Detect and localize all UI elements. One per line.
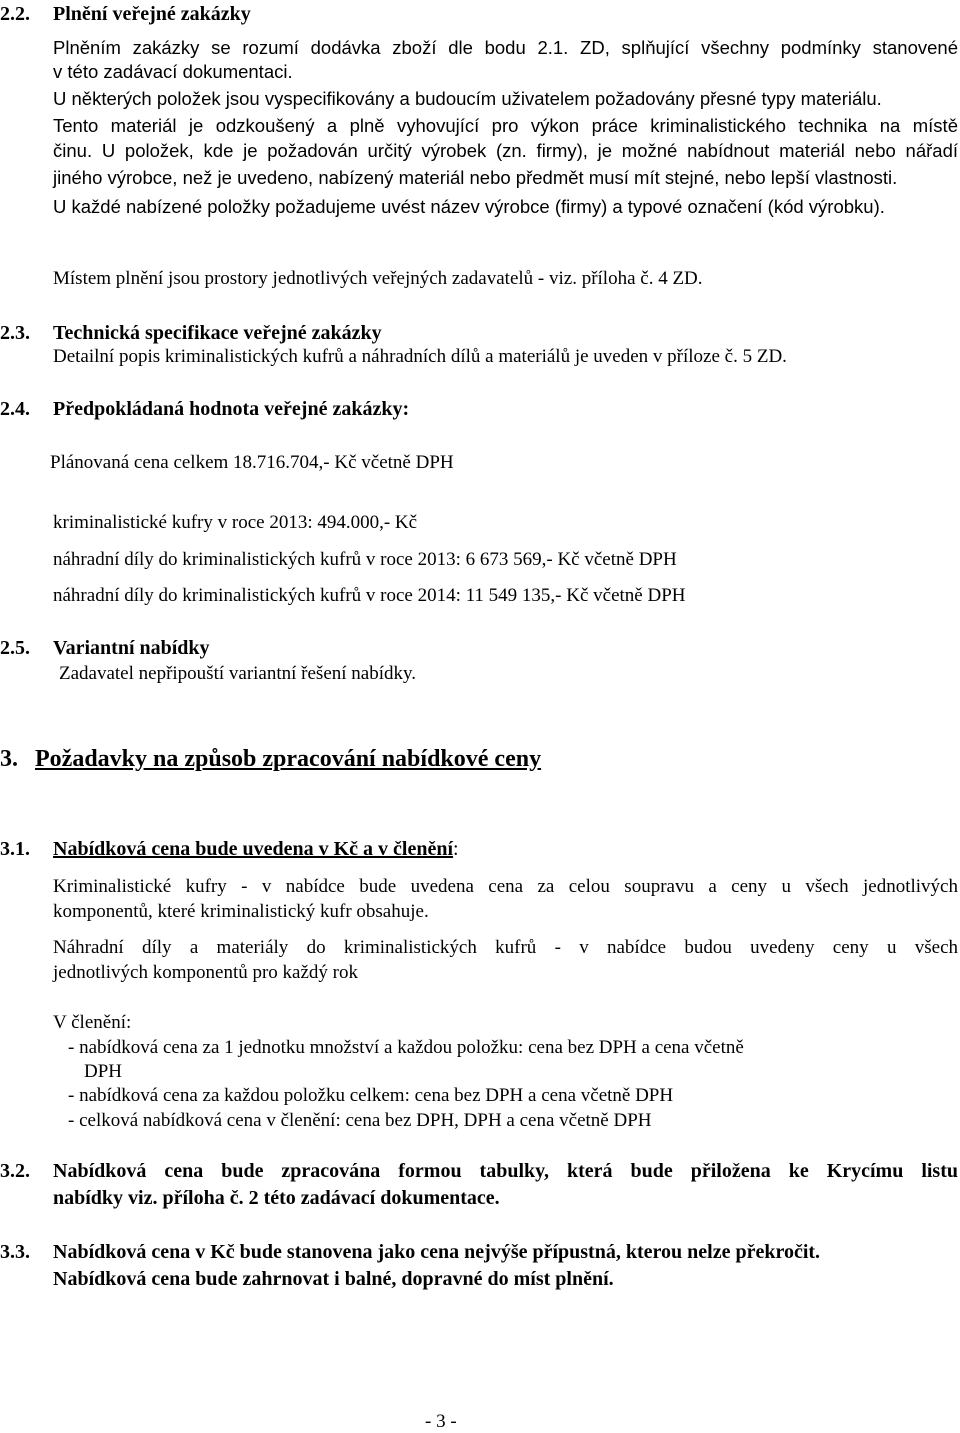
section-number: 2.2. — [0, 3, 30, 25]
section-text: Nabídková cena v Kč bude stanovena jako cena nejvýše přípustná, kterou nelze překročit. — [53, 1241, 821, 1263]
section-heading: Plnění veřejné zakázky — [53, 3, 251, 25]
section-heading: Variantní nabídky — [53, 637, 210, 659]
breakdown-label: V členění: — [53, 1012, 132, 1033]
paragraph-line: jednotlivých komponentů pro každý rok — [53, 962, 358, 983]
paragraph-line: U každé nabízené položky požadujeme uvést název výrobce (firmy) a typové označení (kód výrobku). — [53, 196, 885, 217]
paragraph-line: jiného výrobce, než je uvedeno, nabízený materiál nebo předmět musí mít stejné, nebo lepší vlastnosti. — [53, 167, 898, 188]
section-heading: Technická specifikace veřejné zakázky — [53, 322, 382, 344]
paragraph-line: Plněním zakázky se rozumí dodávka zboží dle bodu 2.1. ZD, splňující všechny podmínky stanovené — [53, 37, 958, 58]
section-heading: Předpokládaná hodnota veřejné zakázky: — [53, 398, 410, 420]
chapter-number: 3. — [0, 746, 18, 772]
paragraph-line: Místem plnění jsou prostory jednotlivých veřejných zadavatelů - viz. příloha č. 4 ZD. — [53, 268, 703, 289]
section-number: 2.3. — [0, 322, 30, 344]
breakdown-item: - nabídková cena za každou položku celkem: cena bez DPH a cena včetně DPH — [68, 1085, 674, 1106]
paragraph-line: Náhradní díly a materiály do kriminalistických kufrů - v nabídce budou uvedeny ceny u všech — [53, 937, 958, 958]
section-heading-text: Nabídková cena bude uvedena v Kč a v členění — [53, 838, 454, 860]
paragraph-line: Zadavatel nepřipouští variantní řešení nabídky. — [59, 663, 417, 684]
section-number: 3.1. — [0, 838, 30, 860]
section-number: 2.5. — [0, 637, 30, 659]
paragraph-line: komponentů, které kriminalistický kufr obsahuje. — [53, 901, 429, 922]
section-number: 2.4. — [0, 398, 30, 420]
price-item: kriminalistické kufry v roce 2013: 494.000,- Kč — [53, 512, 418, 533]
paragraph-line: Detailní popis kriminalistických kufrů a náhradních dílů a materiálů je uveden v příloze č. 5 ZD. — [53, 346, 787, 367]
section-text: Nabídková cena bude zpracována formou tabulky, která bude přiložena ke Krycímu listu — [53, 1160, 958, 1182]
planned-price: Plánovaná cena celkem 18.716.704,- Kč včetně DPH — [50, 452, 454, 473]
paragraph-line: Kriminalistické kufry - v nabídce bude uvedena cena za celou soupravu a ceny u všech jednotlivých — [53, 876, 958, 897]
breakdown-item: - nabídková cena za 1 jednotku množství a každou položku: cena bez DPH a cena včetně — [68, 1037, 744, 1058]
chapter-heading: Požadavky na způsob zpracování nabídkové ceny — [35, 746, 542, 772]
paragraph-line: činu. U položek, kde je požadován určitý výrobek (zn. firmy), je možné nabídnout materiál nebo nářadí — [53, 140, 958, 161]
page-number: - 3 - — [425, 1411, 457, 1432]
section-text: Nabídková cena bude zahrnovat i balné, dopravné do míst plnění. — [53, 1268, 614, 1290]
breakdown-item: - celková nabídková cena v členění: cena bez DPH, DPH a cena včetně DPH — [68, 1110, 652, 1131]
paragraph-line: U některých položek jsou vyspecifikovány a budoucím uživatelem požadovány přesné typy materiálu. — [53, 88, 882, 109]
section-number: 3.2. — [0, 1160, 30, 1182]
breakdown-item: DPH — [84, 1061, 123, 1082]
heading-colon: : — [453, 838, 459, 860]
price-item: náhradní díly do kriminalistických kufrů v roce 2014: 11 549 135,- Kč včetně DPH — [53, 585, 686, 606]
paragraph-line: v této zadávací dokumentaci. — [53, 61, 293, 82]
paragraph-line: Tento materiál je odzkoušený a plně vyhovující pro výkon práce kriminalistického technika na místě — [53, 115, 958, 136]
section-number: 3.3. — [0, 1241, 30, 1263]
section-text: nabídky viz. příloha č. 2 této zadávací dokumentace. — [53, 1187, 500, 1209]
section-heading — [53, 838, 459, 861]
price-item: náhradní díly do kriminalistických kufrů v roce 2013: 6 673 569,- Kč včetně DPH — [53, 549, 677, 570]
